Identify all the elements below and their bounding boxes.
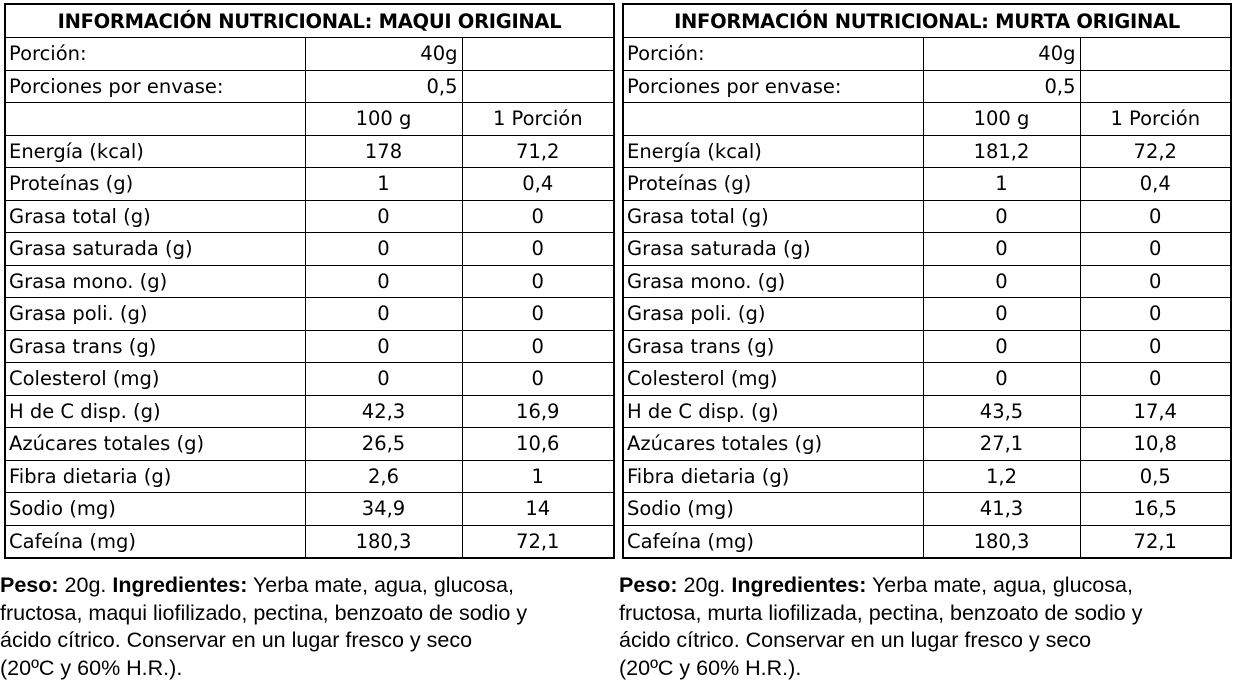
table-row [5,135,614,168]
value-100g: 41,3 [923,493,1080,526]
table-row [623,168,1231,201]
value-100g: 0 [923,330,1080,363]
value-portion: 16,5 [1080,493,1231,526]
column-header-100g: 100 g [923,103,1080,136]
value-portion: 0 [462,363,614,396]
nutrient-label: Grasa trans (g) [5,330,305,363]
value-portion: 14 [462,493,614,526]
nutrient-label: Colesterol (mg) [5,363,305,396]
portion-row [5,38,614,71]
nutrition-panel-maqui [4,3,615,559]
value-portion: 0 [462,265,614,298]
table-row [623,525,1231,558]
value-100g: 2,6 [305,460,462,493]
table-row [623,428,1231,461]
servings-value: 0,5 [923,70,1080,103]
table-row [623,233,1231,266]
table-row [5,428,614,461]
table-row [5,395,614,428]
table-row [623,493,1231,526]
nutrient-label: Sodio (mg) [5,493,305,526]
nutrient-label: Proteínas (g) [5,168,305,201]
value-100g: 0 [923,233,1080,266]
nutrient-label: Azúcares totales (g) [623,428,923,461]
nutrition-table [622,3,1232,559]
nutrient-label: Proteínas (g) [623,168,923,201]
portion-label: Porción: [5,38,305,71]
value-portion: 0,4 [1080,168,1231,201]
nutrient-label: Grasa total (g) [623,200,923,233]
value-portion: 16,9 [462,395,614,428]
table-row [623,298,1231,331]
table-row [623,395,1231,428]
nutrient-label: H de C disp. (g) [5,395,305,428]
value-100g: 180,3 [923,525,1080,558]
value-portion: 0 [462,330,614,363]
table-title-row [5,4,614,38]
servings-row [5,70,614,103]
nutrient-label: Fibra dietaria (g) [5,460,305,493]
value-portion: 0 [1080,330,1231,363]
table-row [5,525,614,558]
portion-label: Porción: [623,38,923,71]
value-100g: 0 [923,363,1080,396]
value-100g: 0 [305,298,462,331]
value-portion: 10,8 [1080,428,1231,461]
table-row [5,265,614,298]
column-header-row [623,103,1231,136]
nutrition-panel-murta [622,3,1232,559]
value-100g: 0 [923,265,1080,298]
note-line-3: ácido cítrico. Conservar en un lugar fresco y seco [619,628,1092,652]
nutrient-label: Azúcares totales (g) [5,428,305,461]
table-title: INFORMACIÓN NUTRICIONAL: MAQUI ORIGINAL [5,4,614,38]
value-portion: 1 [462,460,614,493]
table-row [623,200,1231,233]
note-line-2: fructosa, murta liofilizada, pectina, benzoato de sodio y [619,600,1143,625]
value-100g: 1 [305,168,462,201]
value-portion: 0 [1080,298,1231,331]
product-note-maqui [0,572,527,682]
value-portion: 0 [1080,233,1231,266]
ingredients-text: Yerba mate, agua, glucosa, [247,573,514,597]
nutrient-label: Energía (kcal) [5,135,305,168]
value-100g: 0 [923,200,1080,233]
table-row [623,135,1231,168]
table-row [5,460,614,493]
value-100g: 0 [305,200,462,233]
servings-label: Porciones por envase: [623,70,923,103]
note-line-1 [0,572,527,600]
ingredients-label: Ingredientes: [731,573,867,597]
servings-label: Porciones por envase: [5,70,305,103]
nutrient-label: Sodio (mg) [623,493,923,526]
value-100g: 178 [305,135,462,168]
portion-row [623,38,1231,71]
value-portion: 72,1 [462,525,614,558]
servings-row [623,70,1231,103]
note-line-3: ácido cítrico. Conservar en un lugar fresco y seco [0,628,473,652]
table-row [5,298,614,331]
table-row [623,265,1231,298]
value-100g: 26,5 [305,428,462,461]
table-row [623,363,1231,396]
column-header-portion: 1 Porción [1080,103,1231,136]
value-100g: 180,3 [305,525,462,558]
nutrient-label: Grasa mono. (g) [623,265,923,298]
value-portion: 0 [462,233,614,266]
value-portion: 72,1 [1080,525,1231,558]
column-header-portion: 1 Porción [462,103,614,136]
value-100g: 1 [923,168,1080,201]
nutrient-label: H de C disp. (g) [623,395,923,428]
table-row [5,330,614,363]
value-portion: 0 [1080,200,1231,233]
value-100g: 43,5 [923,395,1080,428]
value-100g: 0 [305,330,462,363]
value-portion: 72,2 [1080,135,1231,168]
nutrient-label: Grasa saturada (g) [5,233,305,266]
nutrient-label: Fibra dietaria (g) [623,460,923,493]
table-row [5,200,614,233]
table-title: INFORMACIÓN NUTRICIONAL: MURTA ORIGINAL [623,4,1231,38]
value-portion: 0,4 [462,168,614,201]
peso-label: Peso: [619,573,678,597]
nutrient-label: Energía (kcal) [623,135,923,168]
value-100g: 0 [305,363,462,396]
nutrient-label: Grasa poli. (g) [5,298,305,331]
nutrient-label: Grasa total (g) [5,200,305,233]
servings-value: 0,5 [305,70,462,103]
column-header-row [5,103,614,136]
peso-label: Peso: [0,573,59,597]
value-portion: 0 [462,200,614,233]
value-100g: 0 [923,298,1080,331]
note-line-4: (20ºC y 60% H.R.). [619,655,802,680]
table-title-row [623,4,1231,38]
column-header-100g: 100 g [305,103,462,136]
value-100g: 0 [305,265,462,298]
table-row [5,168,614,201]
value-portion: 17,4 [1080,395,1231,428]
table-row [5,363,614,396]
table-row [623,460,1231,493]
product-note-murta [619,572,1142,682]
value-100g: 34,9 [305,493,462,526]
value-portion: 0 [1080,363,1231,396]
nutrient-label: Colesterol (mg) [623,363,923,396]
note-line-2: fructosa, maqui liofilizado, pectina, benzoato de sodio y [0,600,528,625]
value-portion: 10,6 [462,428,614,461]
nutrient-label: Grasa saturada (g) [623,233,923,266]
table-row [5,233,614,266]
nutrient-label: Cafeína (mg) [5,525,305,558]
value-100g: 0 [305,233,462,266]
table-row [5,493,614,526]
value-100g: 42,3 [305,395,462,428]
value-100g: 27,1 [923,428,1080,461]
nutrient-label: Grasa poli. (g) [623,298,923,331]
value-portion: 71,2 [462,135,614,168]
value-100g: 1,2 [923,460,1080,493]
ingredients-label: Ingredientes: [112,573,248,597]
value-portion: 0 [1080,265,1231,298]
nutrition-table [4,3,615,559]
nutrient-label: Cafeína (mg) [623,525,923,558]
note-line-4: (20ºC y 60% H.R.). [0,655,183,680]
value-portion: 0 [462,298,614,331]
value-portion: 0,5 [1080,460,1231,493]
nutrient-label: Grasa mono. (g) [5,265,305,298]
portion-value: 40g [923,38,1080,71]
peso-value: 20g. [58,573,113,597]
ingredients-text: Yerba mate, agua, glucosa, [866,573,1133,597]
value-100g: 181,2 [923,135,1080,168]
nutrient-label: Grasa trans (g) [623,330,923,363]
peso-value: 20g. [677,573,732,597]
portion-value: 40g [305,38,462,71]
note-line-1 [619,572,1142,600]
table-row [623,330,1231,363]
